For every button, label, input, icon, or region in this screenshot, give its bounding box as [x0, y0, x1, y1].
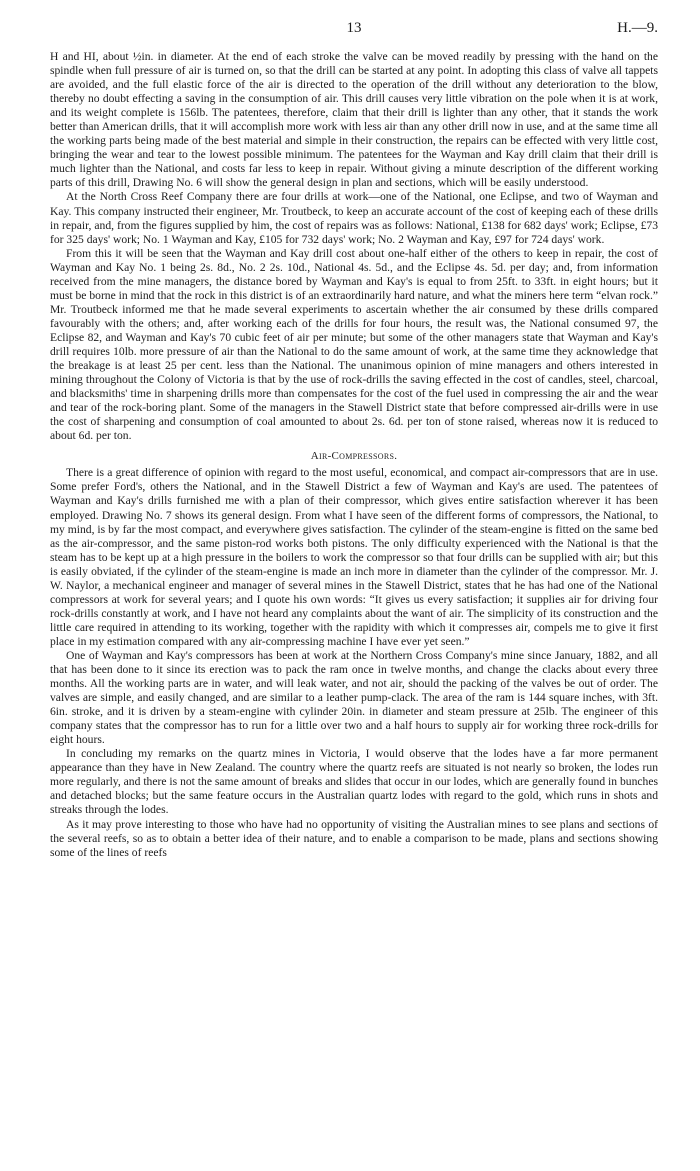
- page-header: [50, 20, 658, 44]
- body-paragraph: H and HI, about ½in. in diameter. At the end of each stroke the valve can be moved readily by pressing with the hand on the spindle when full pressure of air is turned on, so that the drill can be started at any point. In adopting this class of valve all tappets are avoided, and the full elastic force of the air is directed to the operation of the drill without any deterioration to the blow, thereby no doubt effecting a saving in the consumption of air. This drill causes very little vibration on the pole when it is at work, and its weight complete is 156lb. The patentees, therefore, claim that their drill is lighter than any other, that it stands the work better than American drills, that it will accomplish more work with less air than any other drill now in use, and at the same time all the working parts being made of the best material and simple in their construction, the repairs can be effected with very little cost, bringing the wear and tear to the lowest possible minimum. The patentees for the Wayman and Kay drill claim that their drill is much lighter than the National, and costs far less to keep in repair. Without giving a minute description of the different working parts of this drill, Drawing No. 6 will show the general design in plan and sections, which will be easily understood.: [50, 50, 658, 190]
- document-page: [50, 20, 658, 860]
- section-heading: Air-Compressors.: [310, 450, 398, 463]
- page-number: 13: [346, 20, 362, 36]
- document-reference: H.—9.: [617, 20, 658, 36]
- body-paragraph: From this it will be seen that the Wayman and Kay drill cost about one-half either of the others to keep in repair, the cost of Wayman and Kay No. 1 being 2s. 8d., No. 2 2s. 10d., National 4s. 5d., and the Eclipse 4s. 5d. per day; and, from information received from the mine managers, the distance bored by Wayman and Kay's is equal to from 25ft. to 33ft. in eight hours; but it must be borne in mind that the rock in this district is of an extraordinarily hard nature, and what the miners here term “elvan rock.” Mr. Troutbeck informed me that he made several experiments to ascertain whether the air consumed by these drills compared favourably with the others; and, after working each of the drills for four hours, the result was, the National consumed 97, the Eclipse 82, and Wayman and Kay's 70 cubic feet of air per minute; but some of the other managers state that Wayman and Kay's drill requires 10lb. more pressure of air than the National to do the same amount of work, at the same time they acknowledge that the breakage is at least 25 per cent. less than the National. The unanimous opinion of mine managers and others interested in mining throughout the Colony of Victoria is that by the use of rock-drills the saving effected in the cost of candles, steel, charcoal, and blacksmiths' time in sharpening drills more than compensates for the cost of the fuel used in compressing the air and the wear and tear of the rock-boring plant. Some of the managers in the Stawell District state that before compressed air-drills were in use the cost of sharpening and consumption of coal amounted to about 2s. 6d. per ton of stone raised, whereas now it is reduced to about 6d. per ton.: [50, 246, 658, 443]
- body-paragraph: At the North Cross Reef Company there are four drills at work—one of the National, one Eclipse, and two of Wayman and Kay. This company instructed their engineer, Mr. Troutbeck, to keep an accurate account of the cost of keeping each of these drills in repair, and, from the figures supplied by him, the cost of repairs was as follows: National, £138 for 682 days' work; Eclipse, £73 for 325 days' work; No. 1 Wayman and Kay, £105 for 732 days' work; No. 2 Wayman and Kay, £97 for 724 days' work.: [50, 190, 658, 246]
- page-body: [50, 50, 658, 860]
- body-paragraph: In concluding my remarks on the quartz mines in Victoria, I would observe that the lodes have a far more permanent appearance than they have in New Zealand. The country where the quartz reefs are situated is not nearly so broken, the lodes run more regularly, and there is not the same amount of breaks and slides that occur in our lodes, which are generally found in bunches and detached blocks; but the same feature occurs in the Australian quartz lodes with regard to the gold, which runs in shots and streaks through the lodes.: [50, 747, 658, 817]
- body-paragraph: As it may prove interesting to those who have had no opportunity of visiting the Australian mines to see plans and sections of the several reefs, so as to obtain a better idea of their nature, and to enable a comparison to be made, plans and sections showing some of the lines of reefs: [50, 817, 658, 859]
- body-paragraph: One of Wayman and Kay's compressors has been at work at the Northern Cross Company's mine since January, 1882, and all that has been done to it since its erection was to pack the ram once in twelve months, and change the clacks about every three months. All the working parts are in water, and will leak water, and not air, should the packing of the valves be out of order. The valves are simple, and easily changed, and are similar to a leather pump-clack. The area of the ram is 144 square inches, with 3ft. 6in. stroke, and it is driven by a steam-engine with cylinder 20in. in diameter and steam pressure at 25lb. The engineer of this company states that the compressor has to run for a little over two and a half hours to supply air for working three rock-drills for eight hours.: [50, 648, 658, 747]
- body-paragraph: There is a great difference of opinion with regard to the most useful, economical, and compact air-compressors that are in use. Some prefer Ford's, others the National, and in the Stawell District a few of Wayman and Kay's are used. The patentees of Wayman and Kay's drills furnished me with a plan of their compressor, which gives entire satisfaction wherever it has been employed. Drawing No. 7 shows its general design. From what I have seen of the different forms of compressors, the National, to my mind, is by far the most compact, and everywhere gives satisfaction. The cylinder of the steam-engine is fitted on the same bed as the air-compressor, and the same piston-rod works both pistons. The only difficulty experienced with the National is that the steam has to be kept up at a high pressure in the boilers to work the compressor so that four drills can be supplied with air; but this is easily obviated, if the cylinder of the steam-engine is made an inch more in diameter than the cylinder of the compressor. Mr. J. W. Naylor, a mechanical engineer and manager of several mines in the Stawell District, states that he has had one of the National compressors at work for several years; and I quote his own words: “It gives us every satisfaction; it supplies air for driving four rock-drills constantly at work, and I have not heard any complaints about the want of air. The simplicity of its construction and the little care required in attending to its working, together with the rapidity with which it compresses air, compels me to give it first place in my estimation compared with any air-compressing machine I have ever yet seen.”: [50, 466, 658, 648]
